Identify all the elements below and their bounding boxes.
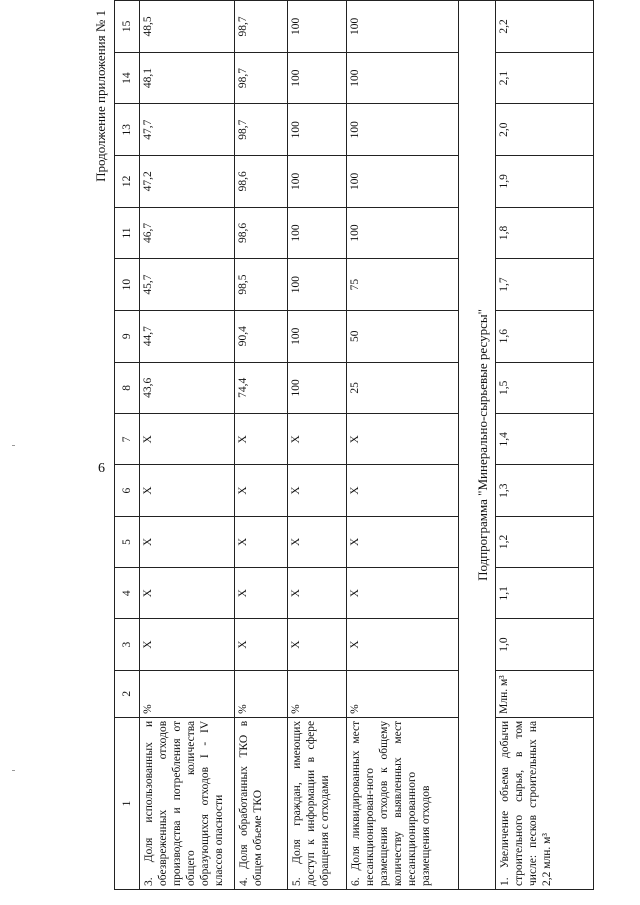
value-cell: 98,7 — [235, 104, 288, 156]
value-cell: X — [347, 516, 459, 567]
column-number: 13 — [115, 104, 140, 156]
value-cell: 45,7 — [140, 259, 235, 311]
value-cell: 1,3 — [496, 465, 594, 516]
table-row — [496, 1, 594, 890]
column-number: 3 — [115, 619, 140, 670]
value-cell: 100 — [288, 52, 347, 104]
value-cell: 48,5 — [140, 1, 235, 53]
value-cell: X — [235, 516, 288, 567]
value-cell: 43,6 — [140, 362, 235, 414]
column-number: 15 — [115, 1, 140, 53]
subprogram-row — [459, 1, 496, 890]
table-row — [140, 1, 235, 890]
subprogram-title: Подпрограмма "Минерально-сырьевые ресурсы" — [459, 1, 496, 890]
value-cell: 2,1 — [496, 52, 594, 104]
value-cell: 98,6 — [235, 156, 288, 208]
value-cell: 100 — [347, 156, 459, 208]
value-cell: 1,4 — [496, 414, 594, 465]
value-cell: 2,0 — [496, 104, 594, 156]
value-cell: 98,7 — [235, 1, 288, 53]
value-cell: X — [288, 568, 347, 619]
unit-cell: % — [347, 670, 459, 717]
value-cell: 1,1 — [496, 568, 594, 619]
value-cell: 1,5 — [496, 362, 594, 414]
table-row — [347, 1, 459, 890]
column-number: 5 — [115, 516, 140, 567]
indicators-table — [114, 0, 594, 890]
value-cell: X — [288, 619, 347, 670]
value-cell: X — [288, 516, 347, 567]
value-cell: 2,2 — [496, 1, 594, 53]
unit-cell: % — [288, 670, 347, 717]
value-cell: 100 — [288, 1, 347, 53]
column-number: 8 — [115, 362, 140, 414]
indicator-label: 5. Доля граждан, имеющих доступ к информации в сфере обращения с отходами — [288, 717, 347, 889]
value-cell: 100 — [347, 104, 459, 156]
value-cell: 48,1 — [140, 52, 235, 104]
value-cell: 100 — [288, 156, 347, 208]
value-cell: X — [347, 619, 459, 670]
column-number: 10 — [115, 259, 140, 311]
value-cell: 25 — [347, 362, 459, 414]
value-cell: 100 — [347, 52, 459, 104]
column-number: 12 — [115, 156, 140, 208]
value-cell: 1,2 — [496, 516, 594, 567]
value-cell: 100 — [288, 310, 347, 362]
value-cell: 100 — [347, 1, 459, 53]
column-number: 9 — [115, 310, 140, 362]
column-number: 2 — [115, 670, 140, 717]
value-cell: 90,4 — [235, 310, 288, 362]
indicator-label: 6. Доля ликвидированных мест несанкционирован-ного размещения отходов к общему количеству выявленных мест несанкционированного размещения отходов — [347, 717, 459, 889]
column-number: 11 — [115, 207, 140, 259]
value-cell: 98,7 — [235, 52, 288, 104]
appendix-caption: Продолжение приложения № 1 — [93, 10, 108, 182]
value-cell: 100 — [288, 362, 347, 414]
value-cell: 44,7 — [140, 310, 235, 362]
value-cell: 1,6 — [496, 310, 594, 362]
table-row — [235, 1, 288, 890]
table-row — [288, 1, 347, 890]
indicator-label: 1. Увеличение объема добычи строительного сырья, в том числе: песков строительных на 2,2 млн. м³ — [496, 717, 594, 889]
value-cell: 1,8 — [496, 207, 594, 259]
value-cell: X — [140, 516, 235, 567]
value-cell: X — [140, 414, 235, 465]
column-number: 1 — [115, 717, 140, 889]
value-cell: 47,7 — [140, 104, 235, 156]
value-cell: 100 — [288, 207, 347, 259]
column-number: 7 — [115, 414, 140, 465]
value-cell: 75 — [347, 259, 459, 311]
value-cell: 98,5 — [235, 259, 288, 311]
unit-cell: % — [235, 670, 288, 717]
value-cell: 1,9 — [496, 156, 594, 208]
value-cell: X — [235, 568, 288, 619]
page-number: 6 — [98, 461, 105, 476]
value-cell: X — [288, 465, 347, 516]
value-cell: X — [140, 465, 235, 516]
value-cell: X — [347, 414, 459, 465]
value-cell: 46,7 — [140, 207, 235, 259]
value-cell: X — [140, 568, 235, 619]
value-cell: 47,2 — [140, 156, 235, 208]
unit-cell: % — [140, 670, 235, 717]
column-number: 14 — [115, 52, 140, 104]
column-number: 6 — [115, 465, 140, 516]
value-cell: 1,7 — [496, 259, 594, 311]
value-cell: 1,0 — [496, 619, 594, 670]
value-cell: 98,6 — [235, 207, 288, 259]
value-cell: 100 — [347, 207, 459, 259]
value-cell: X — [140, 619, 235, 670]
value-cell: X — [347, 465, 459, 516]
value-cell: 100 — [288, 104, 347, 156]
value-cell: 74,4 — [235, 362, 288, 414]
value-cell: X — [288, 414, 347, 465]
indicator-label: 4. Доля обработанных ТКО в общем объеме ТКО — [235, 717, 288, 889]
indicator-label: 3. Доля использованных и обезвреженных отходов производства и потребления от общего количества образующихся отходов I - IV классов опасности — [140, 717, 235, 889]
value-cell: 100 — [288, 259, 347, 311]
column-number: 4 — [115, 568, 140, 619]
value-cell: X — [235, 465, 288, 516]
value-cell: X — [347, 568, 459, 619]
unit-cell: Млн. м³ — [496, 670, 594, 717]
value-cell: X — [235, 414, 288, 465]
column-number-row — [115, 1, 140, 890]
value-cell: 50 — [347, 310, 459, 362]
value-cell: X — [235, 619, 288, 670]
